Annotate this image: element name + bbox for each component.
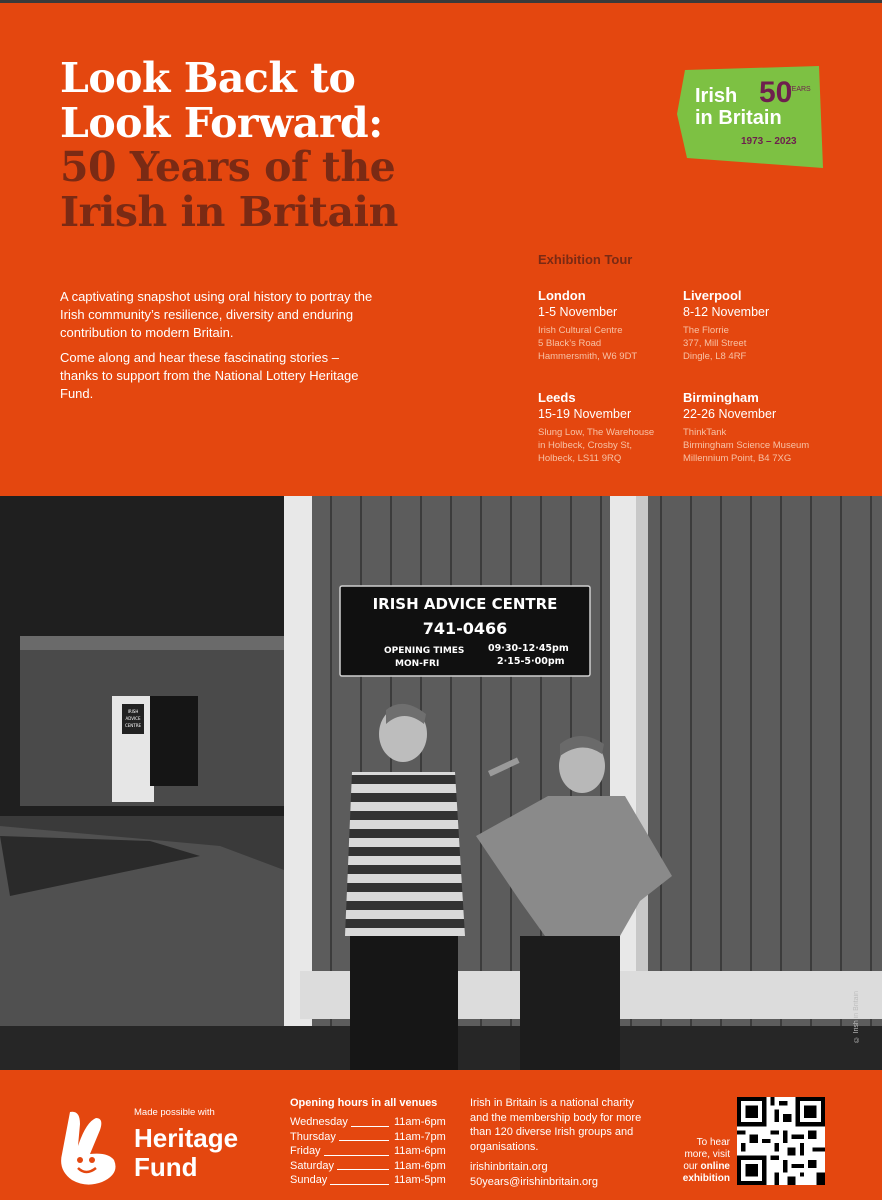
contact-links <box>470 1160 650 1189</box>
venue-dates: 22-26 November <box>683 407 777 421</box>
venue-city: Birmingham <box>683 390 759 405</box>
hours-row <box>290 1144 450 1159</box>
venue-address-2: 5 Black’s Road <box>538 338 602 349</box>
title-line-2: Look Forward: <box>60 98 383 147</box>
venue-city: Leeds <box>538 390 576 405</box>
charity-info <box>470 1096 650 1190</box>
venue-leeds <box>538 389 688 465</box>
hours-day: Wednesday <box>290 1116 348 1128</box>
venue-london <box>538 287 688 363</box>
venue-address-1: Irish Cultural Centre <box>538 325 623 336</box>
national-lottery-icon <box>56 1108 120 1186</box>
hours-row <box>290 1130 450 1145</box>
venue-liverpool <box>683 287 833 363</box>
venue-city: Liverpool <box>683 288 742 303</box>
venue-dates: 8-12 November <box>683 305 770 319</box>
venue-address-3: Dingle, L8 4RF <box>683 351 747 362</box>
funder-line-1: Heritage <box>134 1123 239 1153</box>
logo-years: YEARS <box>787 86 811 93</box>
venue-address-1: The Florrie <box>683 325 729 336</box>
qr-caption-line-2: more, visit <box>684 1149 730 1160</box>
top-border <box>0 0 882 3</box>
venue-address-2: 377, Mill Street <box>683 338 747 349</box>
hours-rule <box>337 1169 389 1170</box>
venue-dates: 1-5 November <box>538 305 618 319</box>
hours-time: 11am-6pm <box>394 1145 446 1158</box>
qr-caption <box>668 1137 730 1185</box>
exhibition-tour <box>538 252 838 464</box>
venue-address-3: Hammersmith, W6 9DT <box>538 351 638 362</box>
logo-number: 50 <box>759 76 793 109</box>
opening-hours <box>290 1097 450 1188</box>
intro-text <box>60 288 380 410</box>
venue-address-2: Birmingham Science Museum <box>683 440 810 451</box>
qr-caption-bold-1: online <box>700 1161 730 1172</box>
hours-time: 11am-6pm <box>394 1116 446 1128</box>
archive-photo <box>0 496 882 1070</box>
logo-years-range: 1973 – 2023 <box>741 136 797 147</box>
small-sign-line-1: IRISH <box>127 709 139 714</box>
hours-rule <box>351 1126 389 1127</box>
venue-birmingham <box>683 389 833 465</box>
hours-rule <box>330 1184 389 1185</box>
logo-line-2: in Britain <box>695 107 782 129</box>
website-link[interactable]: irishinbritain.org <box>470 1161 548 1174</box>
hours-time: 11am-7pm <box>394 1130 446 1143</box>
qr-code[interactable] <box>737 1097 825 1185</box>
qr-caption-line-3: our <box>683 1161 698 1172</box>
hours-row <box>290 1159 450 1174</box>
venue-address-1: Slung Low, The Warehouse <box>538 427 655 438</box>
sign-time-2: 2·15-5·00pm <box>497 656 565 667</box>
logo-line-1: Irish <box>695 85 738 107</box>
hours-rule <box>324 1155 389 1156</box>
venue-address-3: Millennium Point, B4 7XG <box>683 453 792 464</box>
hours-day: Sunday <box>290 1174 328 1187</box>
made-possible-text: Made possible with <box>134 1107 215 1118</box>
sign-label-2: MON-FRI <box>395 659 440 669</box>
hours-time: 11am-6pm <box>394 1159 446 1172</box>
intro-paragraph-1: A captivating snapshot using oral history to portray the Irish community’s resilience, diversity and enduring contribution to modern Britain. <box>60 289 373 340</box>
hours-day: Thursday <box>290 1130 336 1143</box>
hours-row <box>290 1115 450 1130</box>
hours-title: Opening hours in all venues <box>290 1097 438 1109</box>
venue-city: London <box>538 288 586 303</box>
title-line-4: Irish in Britain <box>60 187 398 236</box>
venue-address-2: in Holbeck, Crosby St, <box>538 440 632 451</box>
qr-caption-bold-2: exhibition <box>682 1173 730 1184</box>
title-line-1: Look Back to <box>60 54 356 102</box>
charity-description: Irish in Britain is a national charity and the membership body for more than 120 diverse Irish groups and organisations. <box>470 1097 642 1153</box>
hours-time: 11am-5pm <box>394 1174 446 1187</box>
intro-paragraph-2: Come along and hear these fascinating stories – thanks to support from the National Lottery Heritage Fund. <box>60 350 359 401</box>
small-sign-line-3: CENTRE <box>124 723 142 728</box>
page-title <box>60 56 500 234</box>
tour-title: Exhibition Tour <box>538 252 633 267</box>
hours-rule <box>339 1140 389 1141</box>
photo-illustration <box>0 496 882 1070</box>
email-link[interactable]: 50years@irishinbritain.org <box>470 1175 598 1188</box>
venue-address-1: ThinkTank <box>683 427 727 438</box>
title-line-3: 50 Years of the <box>60 143 396 191</box>
photo-credit: © Irish in Britain <box>853 990 860 1042</box>
irish-in-britain-logo <box>677 64 823 169</box>
funder-line-2: Fund <box>134 1152 198 1182</box>
heritage-fund-logo <box>134 1124 238 1182</box>
qr-caption-line-1: To hear <box>696 1137 730 1148</box>
venue-address-3: Holbeck, LS11 9RQ <box>538 453 622 464</box>
sign-title: IRISH ADVICE CENTRE <box>372 595 558 613</box>
hours-day: Saturday <box>290 1159 335 1172</box>
sign-time-1: 09·30-12·45pm <box>488 643 569 654</box>
sign-phone: 741-0466 <box>422 619 508 638</box>
hours-day: Friday <box>290 1145 321 1158</box>
sign-label-1: OPENING TIMES <box>384 646 465 656</box>
venue-dates: 15-19 November <box>538 407 632 421</box>
hours-row <box>290 1173 450 1188</box>
small-sign-line-2: ADVICE <box>125 716 141 721</box>
